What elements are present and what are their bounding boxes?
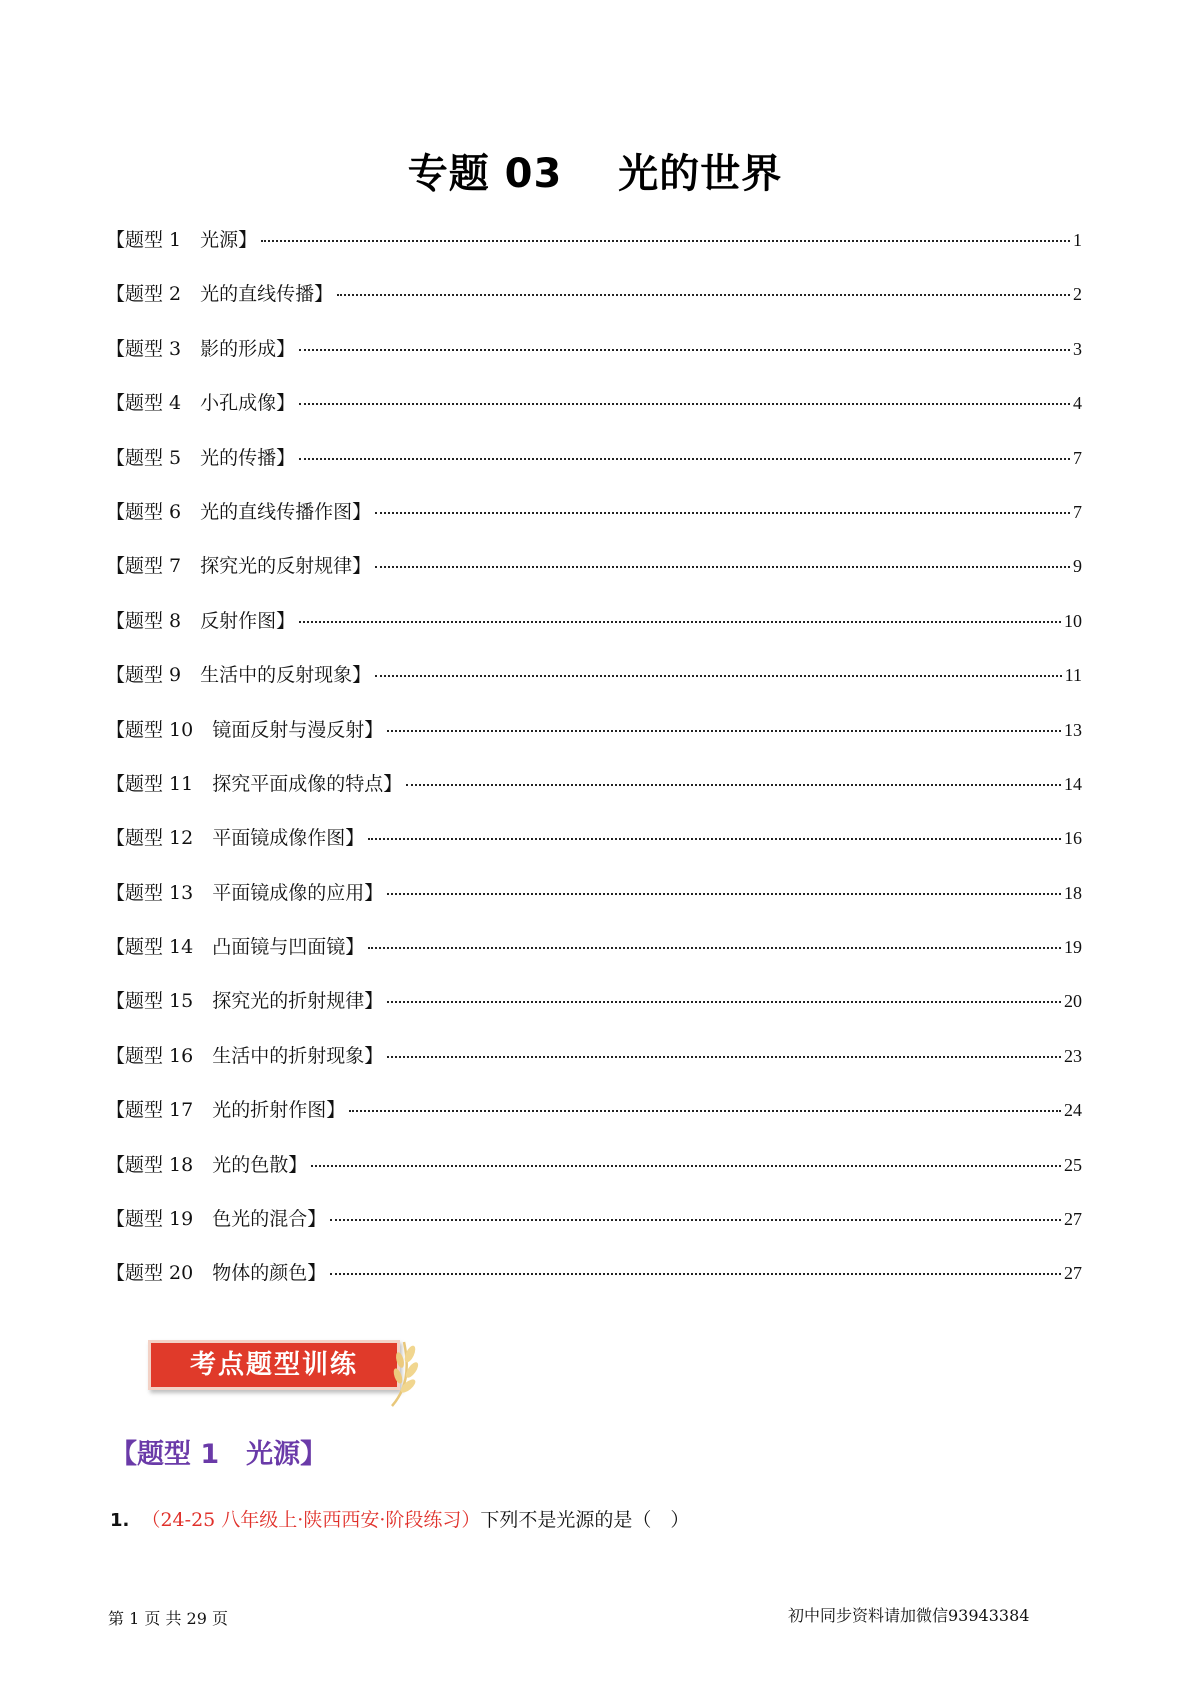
toc-entry-label: 【题型 19 色光的混合】 bbox=[106, 1208, 327, 1231]
toc-entry-label: 【题型 17 光的折射作图】 bbox=[106, 1099, 346, 1122]
toc-entry-page: 24 bbox=[1064, 1100, 1082, 1121]
toc-entry-page: 16 bbox=[1064, 828, 1082, 849]
toc-entry-page: 19 bbox=[1064, 937, 1082, 958]
toc-entry-page: 10 bbox=[1064, 610, 1082, 631]
toc-leader-dots bbox=[375, 566, 1070, 568]
toc-entry[interactable] bbox=[106, 497, 1082, 551]
toc-entry[interactable] bbox=[106, 606, 1082, 660]
toc-leader-dots bbox=[375, 675, 1062, 677]
section-heading: 【题型 1 光源】 bbox=[110, 1439, 328, 1470]
toc-entry-page: 13 bbox=[1064, 719, 1082, 740]
toc-leader-dots bbox=[299, 458, 1070, 460]
toc-entry[interactable] bbox=[106, 551, 1082, 605]
toc-leader-dots bbox=[299, 349, 1070, 351]
toc-entry-label: 【题型 18 光的色散】 bbox=[106, 1153, 308, 1176]
toc-entry[interactable] bbox=[106, 986, 1082, 1040]
question-1 bbox=[110, 1505, 689, 1532]
toc-entry[interactable] bbox=[106, 279, 1082, 333]
toc-entry[interactable] bbox=[106, 932, 1082, 986]
toc-leader-dots bbox=[299, 403, 1070, 405]
toc-leader-dots bbox=[261, 240, 1070, 242]
footer-note: 初中同步资料请加微信93943384 bbox=[788, 1606, 1030, 1625]
toc-entry-page: 3 bbox=[1073, 338, 1082, 359]
toc-entry-page: 7 bbox=[1073, 447, 1082, 468]
toc-leader-dots bbox=[387, 1001, 1061, 1003]
toc-entry-page: 25 bbox=[1064, 1154, 1082, 1175]
toc-leader-dots bbox=[387, 893, 1061, 895]
toc-entry-label: 【题型 16 生活中的折射现象】 bbox=[106, 1044, 384, 1067]
toc-leader-dots bbox=[337, 294, 1070, 296]
toc-entry-page: 11 bbox=[1064, 665, 1082, 686]
toc-entry[interactable] bbox=[106, 823, 1082, 877]
toc-entry[interactable] bbox=[106, 715, 1082, 769]
toc-entry[interactable] bbox=[106, 769, 1082, 823]
toc-entry[interactable] bbox=[106, 443, 1082, 497]
toc-leader-dots bbox=[311, 1165, 1061, 1167]
toc-leader-dots bbox=[299, 621, 1061, 623]
toc-entry[interactable] bbox=[106, 225, 1082, 279]
laurel-leaf-icon bbox=[384, 1330, 424, 1410]
toc-entry-label: 【题型 15 探究光的折射规律】 bbox=[106, 990, 384, 1013]
toc-entry[interactable] bbox=[106, 1095, 1082, 1149]
document-title: 专题 03 光的世界 bbox=[407, 151, 783, 197]
toc-entry-label: 【题型 14 凸面镜与凹面镜】 bbox=[106, 936, 365, 959]
toc-entry-page: 1 bbox=[1073, 230, 1082, 250]
toc-entry-page: 23 bbox=[1064, 1045, 1082, 1066]
toc-entry-page: 27 bbox=[1064, 1209, 1082, 1230]
toc-entry-label: 【题型 5 光的传播】 bbox=[106, 446, 296, 469]
toc-entry[interactable] bbox=[106, 1258, 1082, 1312]
toc-leader-dots bbox=[406, 784, 1061, 786]
toc-entry[interactable] bbox=[106, 1150, 1082, 1204]
toc-leader-dots bbox=[368, 838, 1061, 840]
toc-leader-dots bbox=[387, 730, 1061, 732]
toc-entry-label: 【题型 8 反射作图】 bbox=[106, 609, 296, 632]
toc-entry-label: 【题型 6 光的直线传播作图】 bbox=[106, 500, 372, 523]
toc-leader-dots bbox=[368, 947, 1061, 949]
toc-entry-page: 2 bbox=[1073, 284, 1082, 305]
toc-entry-label: 【题型 3 影的形成】 bbox=[106, 337, 296, 360]
question-number: 1. bbox=[110, 1510, 130, 1531]
toc-entry-label: 【题型 7 探究光的反射规律】 bbox=[106, 555, 372, 578]
question-source: （24-25 八年级上·陕西西安·阶段练习） bbox=[141, 1509, 481, 1531]
section-banner bbox=[148, 1330, 424, 1410]
toc-entry-page: 4 bbox=[1073, 393, 1082, 414]
toc-entry[interactable] bbox=[106, 660, 1082, 714]
toc-entry[interactable] bbox=[106, 334, 1082, 388]
toc-entry[interactable] bbox=[106, 1204, 1082, 1258]
toc-entry-label: 【题型 10 镜面反射与漫反射】 bbox=[106, 718, 384, 741]
toc-leader-dots bbox=[387, 1056, 1061, 1058]
toc-entry-label: 【题型 12 平面镜成像作图】 bbox=[106, 827, 365, 850]
toc-entry-label: 【题型 11 探究平面成像的特点】 bbox=[106, 772, 403, 795]
toc-leader-dots bbox=[330, 1273, 1061, 1275]
toc-entry-page: 7 bbox=[1073, 501, 1082, 522]
toc-leader-dots bbox=[330, 1219, 1061, 1221]
toc-leader-dots bbox=[375, 512, 1070, 514]
toc-entry-label: 【题型 9 生活中的反射现象】 bbox=[106, 664, 372, 687]
banner-label: 考点题型训练 bbox=[189, 1350, 358, 1380]
toc-entry-label: 【题型 13 平面镜成像的应用】 bbox=[106, 881, 384, 904]
toc-entry-page: 14 bbox=[1064, 773, 1082, 794]
toc-entry[interactable] bbox=[106, 388, 1082, 442]
toc-entry-label: 【题型 4 小孔成像】 bbox=[106, 392, 296, 415]
toc-entry-label: 【题型 1 光源】 bbox=[106, 229, 258, 251]
page-number: 第 1 页 共 29 页 bbox=[108, 1609, 228, 1628]
toc-entry[interactable] bbox=[106, 1041, 1082, 1095]
toc-entry-page: 9 bbox=[1073, 556, 1082, 577]
toc-leader-dots bbox=[349, 1110, 1061, 1112]
question-text: 下列不是光源的是（ ） bbox=[480, 1509, 690, 1531]
toc-entry-label: 【题型 20 物体的颜色】 bbox=[106, 1262, 327, 1285]
toc-entry[interactable] bbox=[106, 878, 1082, 932]
toc-entry-page: 18 bbox=[1064, 882, 1082, 903]
table-of-contents bbox=[106, 225, 1082, 1313]
toc-entry-page: 27 bbox=[1064, 1263, 1082, 1284]
toc-entry-label: 【题型 2 光的直线传播】 bbox=[106, 283, 334, 306]
toc-entry-page: 20 bbox=[1064, 991, 1082, 1012]
